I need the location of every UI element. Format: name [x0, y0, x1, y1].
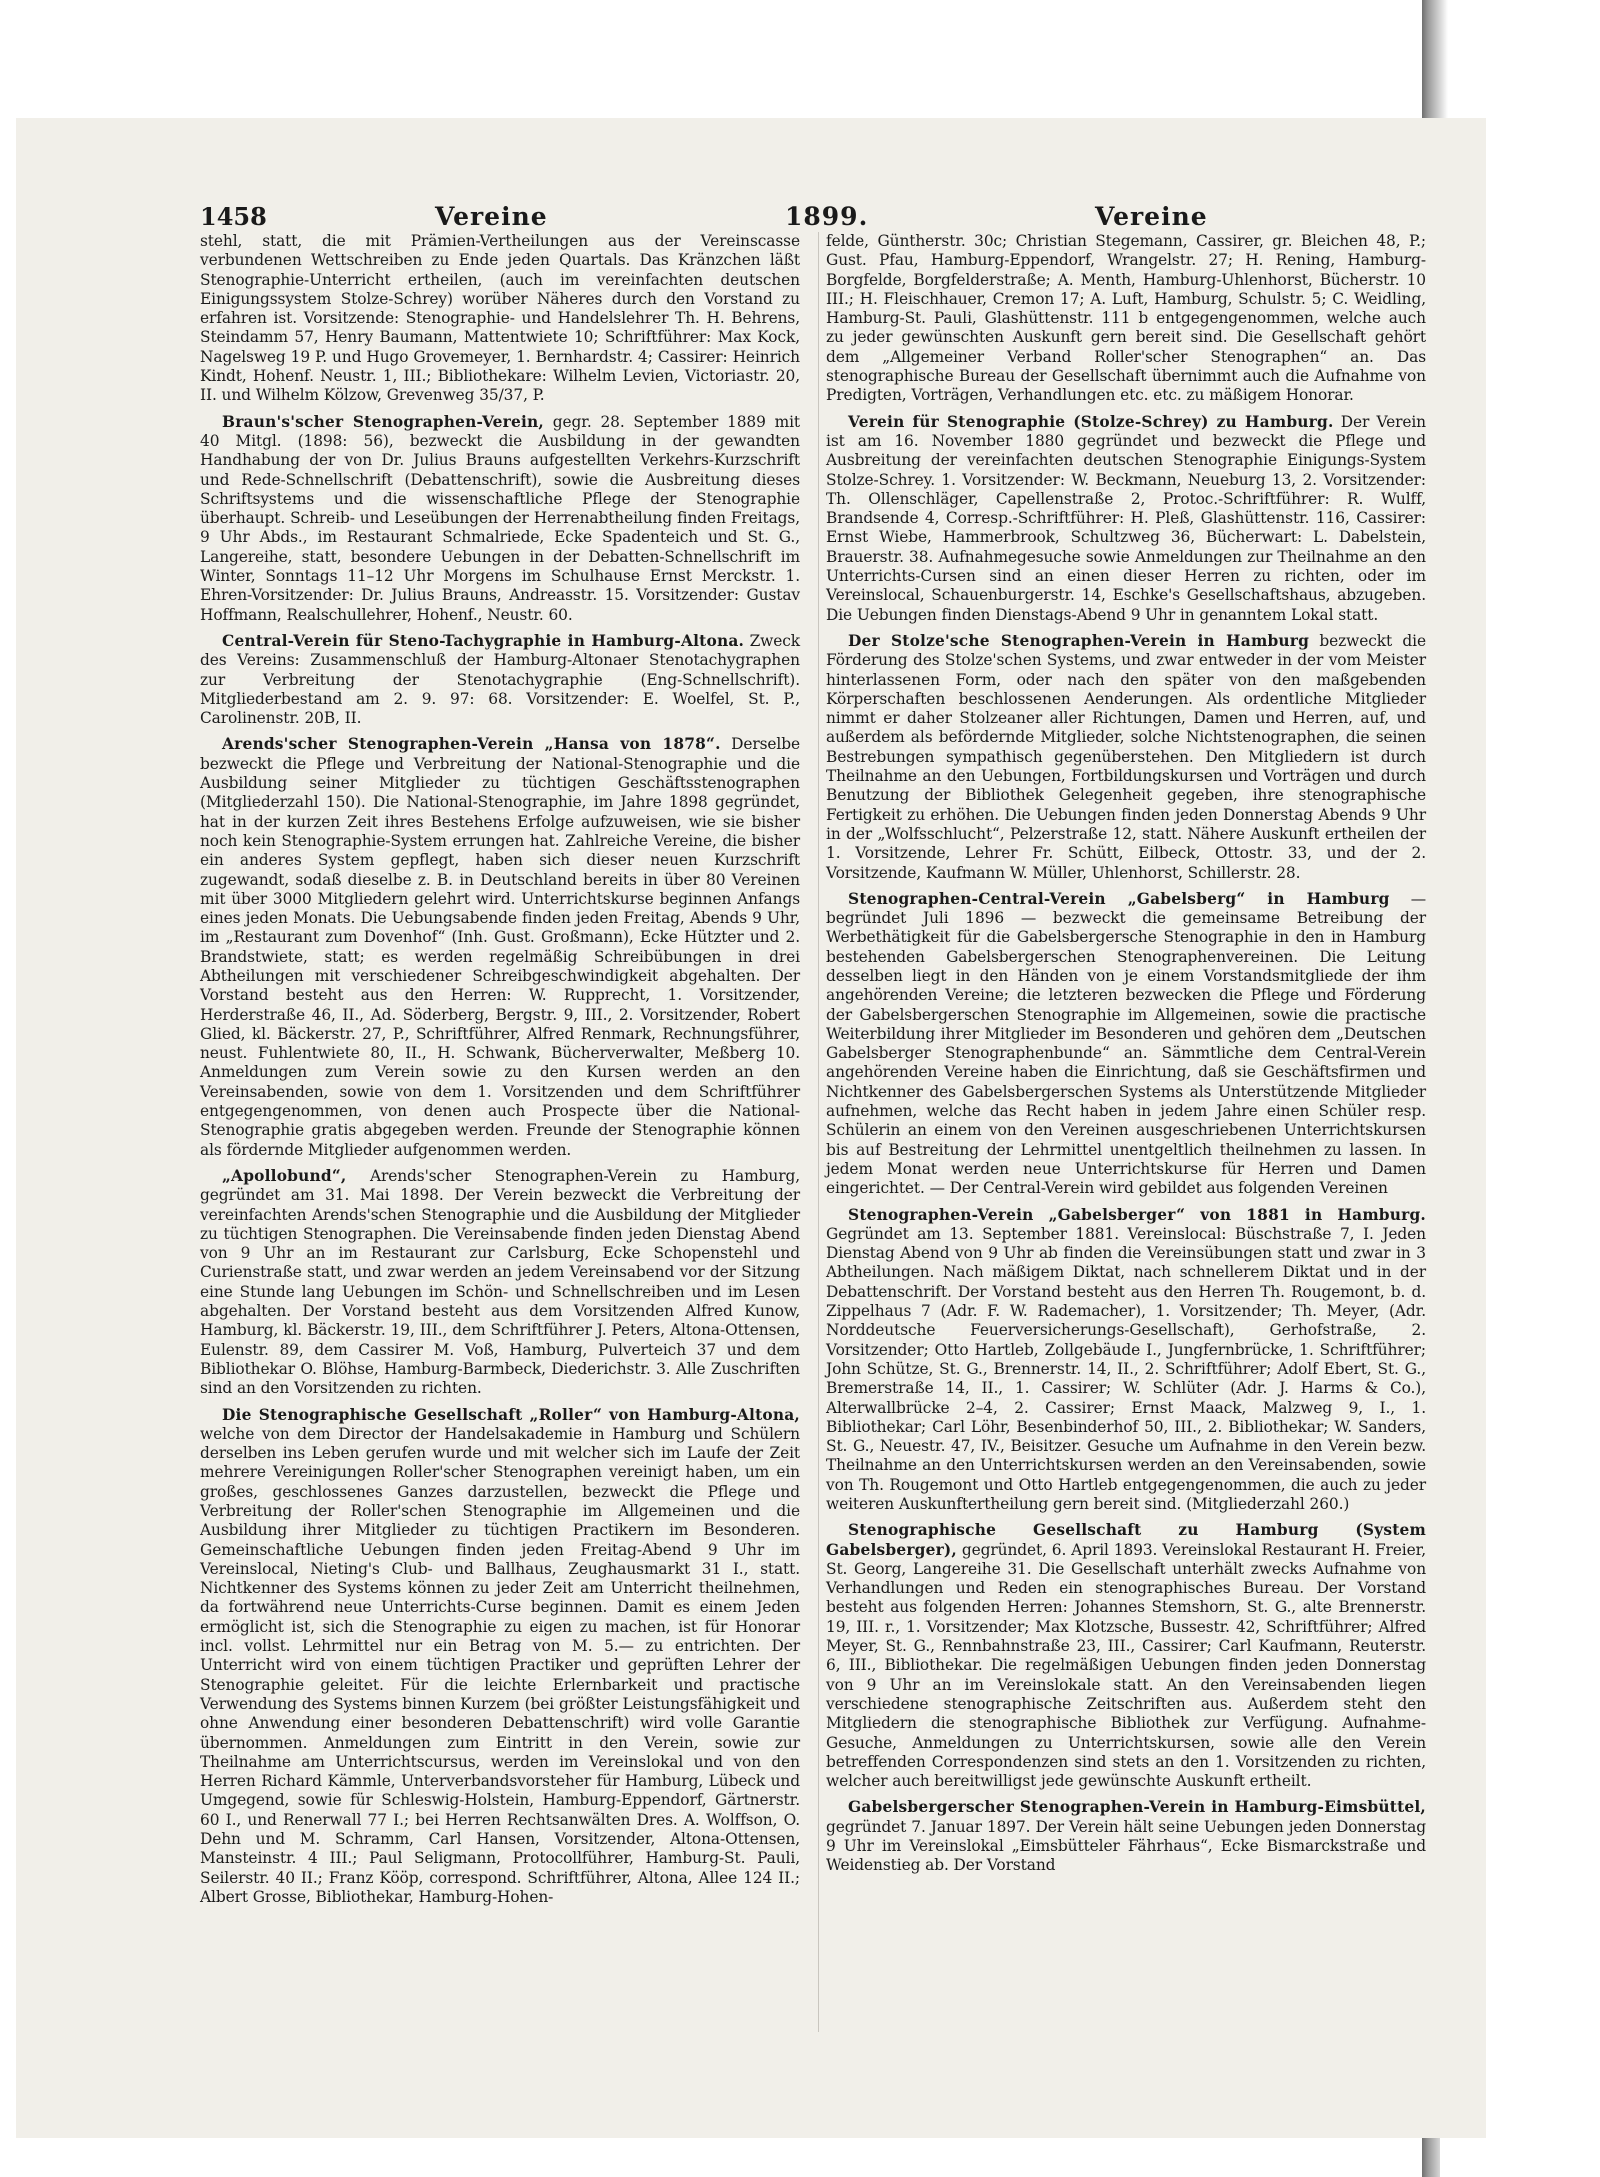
entry-stolze-scher-verein	[826, 632, 1426, 883]
entry-heading: Braun's'scher Stenographen-Verein,	[222, 412, 544, 431]
entry-eimsbuettel-verein	[826, 1798, 1426, 1875]
entry-heading: Arends'scher Stenographen-Verein „Hansa von 1878“.	[222, 735, 721, 754]
entry-text: Zweck des Vereins: Zusammenschluß der Hamburg-Altonaer Stenotachygraphen zur Verbreitung der Stenotachygraphie (Eng-Schnellschrift). Mitgliederbestand am 2. 9. 97: 68. Vorsitzender: E. Woelfel, St. P., Carolinenstr. 20B, II.	[200, 631, 800, 728]
entry-stenographische-gesellschaft-gabelsberger	[826, 1521, 1426, 1791]
entry-central-verein-gabelsberg	[826, 890, 1426, 1199]
entry-text: Derselbe bezweckt die Pflege und Verbreitung der National-Stenographie und die Ausbildung seiner Mitglieder zu tüchtigen Geschäftsstenographen (Mitgliederzahl 150). Die National-Stenographie, im Jahre 1898 gegründet, hat in der kurzen Zeit ihres Bestehens Erfolge aufzuweisen, wie sie bisher noch kein Stenographie-System errungen hat. Zahlreiche Vereine, die bisher ein anderes System gepflegt, haben sich dieser neuen Kurzschrift zugewandt, sodaß dieselbe z. B. in Deutschland bereits in über 80 Vereinen mit über 3000 Mitgliedern gelehrt wird. Unterrichtskurse beginnen Anfangs eines jeden Monats. Die Uebungsabende finden jeden Freitag, Abends 9 Uhr, im „Restaurant zum Dovenhof“ (Inh. Gust. Großmann), Ecke Hützter und 2. Brandstwiete, statt; es werden regelmäßig Schreibübungen in drei Abtheilungen mit verschiedener Schreibgeschwindigkeit abgehalten. Der Vorstand besteht aus den Herren: W. Rupprecht, 1. Vorsitzender, Herderstraße 46, II., Ad. Söderberg, Bergstr. 9, III., 2. Vorsitzender, Robert Glied, kl. Bäckerstr. 27, P., Schriftführer, Alfred Renmark, Rechnungsführer, neust. Fuhlentwiete 80, II., H. Schwank, Bücherverwalter, Meßberg 10. Anmeldungen zum Verein sowie zu den Kursen werden an den Vereinsabenden, sowie von dem 1. Vorsitzenden und dem Schriftführer entgegengenommen, von denen auch Prospecte über die National-Stenographie gratis abgegeben werden. Freunde der Stenographie können als fördernde Mitglieder aufgenommen werden.	[200, 735, 801, 1159]
entry-heading: Stenographen-Verein „Gabelsberger“ von 1881 in Hamburg.	[848, 1205, 1426, 1224]
entry-text: welche von dem Director der Handelsakademie in Hamburg und Schülern derselben ins Leben gerufen wurde und mit welcher sich im Laufe der Zeit mehrere Vereinigungen Roller'scher Stenographen vereinigt haben, um ein großes, geschlossenes Ganzes darzustellen, bezweckt die Pflege und Verbreitung der Roller'schen Stenographie im Allgemeinen und die Ausbildung ihrer Mitglieder zu tüchtigen Practikern im Besonderen. Gemeinschaftliche Uebungen finden jeden Freitag-Abend 9 Uhr im Vereinslocal, Nieting's Club- und Ballhaus, Zeughausmarkt 31 I., statt. Nichtkenner des Systems können zu jeder Zeit am Unterricht theilnehmen, da fortwährend neue Unterrichts-Curse beginnen. Damit es einem Jeden ermöglicht ist, sich die Stenographie zu eigen zu machen, ist für Honorar incl. vollst. Lehrmittel nur ein Betrag von M. 5.— zu entrichten. Der Unterricht wird von einem tüchtigen Practiker und geprüften Lehrer der Stenographie geleitet. Für die leichte Erlernbarkeit und practische Verwendung des Systems binnen Kurzem (bei größter Leistungsfähigkeit und ohne Anwendung einer besonderen Debattenschrift) wird volle Garantie übernommen. Anmeldungen zum Eintritt in den Verein, sowie zur Theilnahme am Unterrichtscursus, werden im Vereinslokal und von den Herren Richard Kämmle, Unterverbandsvorsteher für Hamburg, Lübeck und Umgegend, sowie für Schleswig-Holstein, Hamburg-Eppendorf, Gärtnerstr. 60 I., und Renerwall 77 I.; bei Herren Rechtsanwälten Dres. A. Wolffson, O. Dehn und M. Schramm, Carl Hansen, Vorsitzender, Altona-Ottensen, Mansteinstr. 4 III.; Paul Seligmann, Protocollführer, Hamburg-St. Pauli, Seilerstr. 40 II.; Franz Kööp, correspond. Schriftführer, Altona, Allee 124 II.; Albert Grosse, Bibliothekar, Hamburg-Hohen-	[200, 1424, 800, 1906]
column-divider	[818, 232, 819, 2032]
left-intro-paragraph: stehl, statt, die mit Prämien-Vertheilungen aus der Vereinscasse verbundenen Wettschreiben zu Ende jeden Quartals. Das Kränzchen läßt Stenographie-Unterricht ertheilen, (auch im vereinfachten deutschen Einigungssystem Stolze-Schrey) worüber Näheres durch den Vorstand zu erfahren ist. Vorsitzende: Stenographie- und Handelslehrer Th. H. Behrens, Steindamm 57, Henry Baumann, Mattentwiete 10; Schriftführer: Max Kock, Nagelsweg 19 P. und Hugo Grovemeyer, 1. Bernhardstr. 4; Cassirer: Heinrich Kindt, Hohenf. Neustr. 1, III.; Bibliothekare: Wilhelm Levien, Victoriastr. 20, II. und Wilhelm Kölzow, Grevenweg 35/37, P.	[200, 232, 800, 405]
page-number: 1458	[200, 202, 267, 231]
entry-gabelsberger-1881	[826, 1206, 1426, 1515]
entry-heading: Verein für Stenographie (Stolze-Schrey) zu Hamburg.	[848, 412, 1334, 431]
right-column	[826, 232, 1426, 1876]
entry-text: bezweckt die Förderung des Stolze'schen Systems, und zwar entweder in der vom Meister hinterlassenen Form, oder nach den später von den maßgebenden Körperschaften beschlossenen Aenderungen. Als ordentliche Mitglieder nimmt er daher Stolzeaner aller Richtungen, Damen und Herren, auf, und außerdem als befördernde Mitglieder, solche Nichtstenographen, die seinen Bestrebungen sympathisch gegenüberstehen. Den Mitgliedern ist durch Theilnahme an den Uebungen, Fortbildungskursen und Vorträgen und durch Benutzung der Bibliothek Gelegenheit gegeben, ihre stenographische Fertigkeit zu erhöhen. Die Uebungen finden jeden Donnerstag Abends 9 Uhr in der „Wolfsschlucht“, Pelzerstraße 12, statt. Nähere Auskunft ertheilen der 1. Vorsitzende, Lehrer Fr. Schütt, Eilbeck, Ottostr. 33, und der 2. Vorsitzende, Kaufmann W. Müller, Uhlenhorst, Schillerstr. 28.	[826, 631, 1427, 882]
entry-heading: Die Stenographische Gesellschaft „Roller“ von Hamburg-Altona,	[222, 1405, 800, 1424]
entry-apollobund	[200, 1167, 800, 1399]
entry-central-verein-steno-tachygraphie	[200, 632, 800, 728]
entry-heading: Gabelsbergerscher Stenographen-Verein in Hamburg-Eimsbüttel,	[848, 1798, 1426, 1817]
entry-text: gegr. 28. September 1889 mit 40 Mitgl. (1898: 56), bezweckt die Ausbildung in der gewandten Handhabung der von Dr. Julius Brauns aufgestellten Verkehrs-Kurzschrift und Rede-Schnellschrift (Debattenschrift), sowie die Ausbreitung dieses Schriftsystems und die wissenschaftliche Pflege der Stenographie überhaupt. Schreib- und Leseübungen der Herrenabtheilung finden Freitags, 9 Uhr Abds., im Restaurant Schmalriede, Ecke Spadenteich und St. G., Langereihe, statt, besondere Uebungen in der Debatten-Schnellschrift im Winter, Sonntags 11–12 Uhr Morgens im Schulhause Ernst Merckstr. 1. Ehren-Vorsitzender: Dr. Julius Brauns, Andreasstr. 15. Vorsitzender: Gustav Hoffmann, Realschullehrer, Hohenf., Neustr. 60.	[200, 412, 800, 624]
entry-text: — begründet Juli 1896 — bezweckt die gemeinsame Betreibung der Werbethätigkeit für die Gabelsbergersche Stenographie in den in Hamburg bestehenden Gabelsbergerschen Stenographenvereinen. Die Leitung desselben liegt in den Händen von je einem Vorstandsmitgliede der ihm angehörenden Vereine; die letzteren bezwecken die Pflege und Förderung der Gabelsbergerschen Stenographie im Allgemeinen, sowie die practische Weiterbildung ihrer Mitglieder im Besonderen und gehören dem „Deutschen Gabelsberger Stenographenbunde“ an. Sämmtliche dem Central-Verein angehörenden Vereine haben die Einrichtung, daß sie Geschäftsfirmen und Nichtkenner des Gabelsbergerschen Systems als Unterstützende Mitglieder aufnehmen, welche das Recht haben in jedem Jahre einen Schüler resp. Schülerin an einem von den Vereinen ausgeschriebenen Unterrichtskursen bis auf Bestreitung der Lehrmittel unentgeltlich theilnehmen zu lassen. In jedem Monat werden neue Unterrichtskurse für Herren und Damen eingerichtet. — Der Central-Verein wird gebildet aus folgenden Vereinen	[826, 889, 1426, 1198]
running-head-left: Vereine	[435, 202, 548, 231]
entry-heading: Stenographen-Central-Verein „Gabelsberg“ in Hamburg	[848, 889, 1390, 908]
entry-text: Arends'scher Stenographen-Verein zu Hamburg, gegründet am 31. Mai 1898. Der Verein bezweckt die Verbreitung der vereinfachten Arends'schen Stenographie und die Ausbildung der Mitglieder zu tüchtigen Stenographen. Die Vereinsabende finden jeden Dienstag Abend von 9 Uhr an im Restaurant zur Carlsburg, Ecke Schopenstehl und Curienstraße statt, und zwar werden an jedem Vereinsabend vor der Sitzung eine Stunde lang Uebungen im Schön- und Schnellschreiben und im Lesen abgehalten. Der Vorstand besteht aus dem Vorsitzenden Alfred Kunow, Hamburg, kl. Bäckerstr. 19, III., dem Schriftführer J. Peters, Altona-Ottensen, Eulenstr. 89, dem Cassirer M. Voß, Hamburg, Pulverteich 37 und dem Bibliothekar O. Blöhse, Hamburg-Barmbeck, Diederichstr. 3. Alle Zuschriften sind an den Vorsitzenden zu richten.	[200, 1166, 800, 1398]
entry-text: gegründet 7. Januar 1897. Der Verein hält seine Uebungen jeden Donnerstag 9 Uhr im Vereinslokal „Eimsbütteler Fährhaus“, Ecke Bismarckstraße und Weidenstieg ab. Der Vorstand	[826, 1817, 1426, 1875]
entry-text: gegründet, 6. April 1893. Vereinslokal Restaurant H. Freier, St. Georg, Langereihe 31. Die Gesellschaft unterhält zwecks Aufnahme von Verhandlungen und Reden ein stenographisches Bureau. Der Vorstand besteht aus folgenden Herren: Johannes Stemshorn, St. G., alte Brennerstr. 19, III. r., 1. Vorsitzender; Max Klotzsche, Bussestr. 42, Schriftführer; Alfred Meyer, St. G., Rennbahnstraße 23, III., Cassirer; Carl Kaufmann, Reuterstr. 6, III., Bibliothekar. Die regelmäßigen Uebungen finden jeden Donnerstag von 9 Uhr an im Vereinslokale statt. An den Vereinsabenden liegen verschiedene stenographische Zeitschriften aus. Außerdem steht den Mitgliedern die stenographische Bibliothek zur Verfügung. Aufnahme-Gesuche, Anmeldungen zu Unterrichtskursen, sowie alle den Verein betreffenden Correspondenzen sind stets an den 1. Vorsitzenden zu richten, welcher auch bereitwilligst jede gewünschte Auskunft ertheilt.	[826, 1540, 1426, 1791]
entry-hansa-von-1878	[200, 735, 800, 1160]
running-head-right: Vereine	[1095, 202, 1208, 231]
entry-heading: Central-Verein für Steno-Tachygraphie in Hamburg-Altona.	[222, 631, 745, 650]
entry-text: Gegründet am 13. September 1881. Vereinslocal: Büschstraße 7, I. Jeden Dienstag Abend von 9 Uhr ab finden die Vereinsübungen statt und zwar in 3 Abtheilungen. Nach mäßigem Diktat, nach schnellerem Diktat und in der Debattenschrift. Der Vorstand besteht aus den Herren Th. Rougemont, b. d. Zippelhaus 7 (Adr. F. W. Rademacher), 1. Vorsitzender; Th. Meyer, (Adr. Norddeutsche Feuerversicherungs-Gesellschaft), Gerhofstraße, 2. Vorsitzender; Otto Hartleb, Zollgebäude I., Jungfernbrücke, 1. Schriftführer; John Schütze, St. G., Brennerstr. 14, II., 2. Schriftführer; Adolf Ebert, St. G., Bremerstraße 14, II., 1. Cassirer; W. Schlüter (Adr. J. Harms & Co.), Alterwallbrücke 2–4, 2. Cassirer; Ernst Maack, Malzweg 9, I., 1. Bibliothekar; Carl Löhr, Besenbinderhof 50, III., 2. Bibliothekar; W. Sanders, St. G., Neuestr. 47, IV., Beisitzer. Gesuche um Aufnahme in den Verein bezw. Theilnahme an den Unterrichtskursen werden an den Vereinsabenden, sowie von Th. Rougemont und Otto Hartleb entgegengenommen, die auch zu jeder weiteren Auskunftertheilung gern bereit sind. (Mitgliederzahl 260.)	[826, 1224, 1426, 1513]
entry-heading: Stenographische Gesellschaft zu Hamburg (System Gabelsberger),	[826, 1521, 1426, 1559]
right-intro-paragraph: felde, Güntherstr. 30c; Christian Stegemann, Cassirer, gr. Bleichen 48, P.; Gust. Pfau, Hamburg-Eppendorf, Wrangelstr. 27; H. Rening, Hamburg-Borgfelde, Borgfelderstraße; A. Menth, Hamburg-Uhlenhorst, Bücherstr. 10 III.; H. Fleischhauer, Cremon 17; A. Luft, Hamburg, Schulstr. 5; C. Weidling, Hamburg-St. Pauli, Glashüttenstr. 111 b entgegengenommen, welche auch zu jeder gewünschten Auskunft gern bereit sind. Die Gesellschaft gehört dem „Allgemeiner Verband Roller'scher Stenographen“ an. Das stenographische Bureau der Gesellschaft übernimmt auch die Aufnahme von Predigten, Vorträgen, Verhandlungen etc. etc. zu mäßigem Honorar.	[826, 232, 1426, 405]
entry-heading: Der Stolze'sche Stenographen-Verein in Hamburg	[848, 631, 1310, 650]
entry-gesellschaft-roller	[200, 1406, 800, 1908]
entry-brauns-verein	[200, 413, 800, 625]
entry-heading: „Apollobund“,	[222, 1166, 347, 1185]
running-head-year: 1899.	[785, 202, 869, 231]
left-column	[200, 232, 800, 1907]
page-header	[200, 202, 1208, 232]
entry-stolze-schrey-verein	[826, 413, 1426, 625]
entry-text: Der Verein ist am 16. November 1880 gegründet und bezweckt die Pflege und Ausbreitung der vereinfachten deutschen Stenographie Einigungs-System Stolze-Schrey. 1. Vorsitzender: W. Beckmann, Neueburg 13, 2. Vorsitzender: Th. Ollenschläger, Capellenstraße 2, Protoc.-Schriftführer: R. Wulff, Brandsende 4, Corresp.-Schriftführer: H. Pleß, Glashüttenstr. 116, Cassirer: Ernst Wiebe, Hammerbrook, Schultzweg 36, Bücherwart: L. Dabelstein, Brauerstr. 38. Aufnahmegesuche sowie Anmeldungen zur Theilnahme an den Unterrichts-Cursen sind an einen dieser Herren zu richten, oder im Vereinslocal, Schauenburgerstr. 14, Eschke's Gesellschaftshaus, abzugeben. Die Uebungen finden Dienstags-Abend 9 Uhr in genanntem Lokal statt.	[826, 412, 1426, 624]
